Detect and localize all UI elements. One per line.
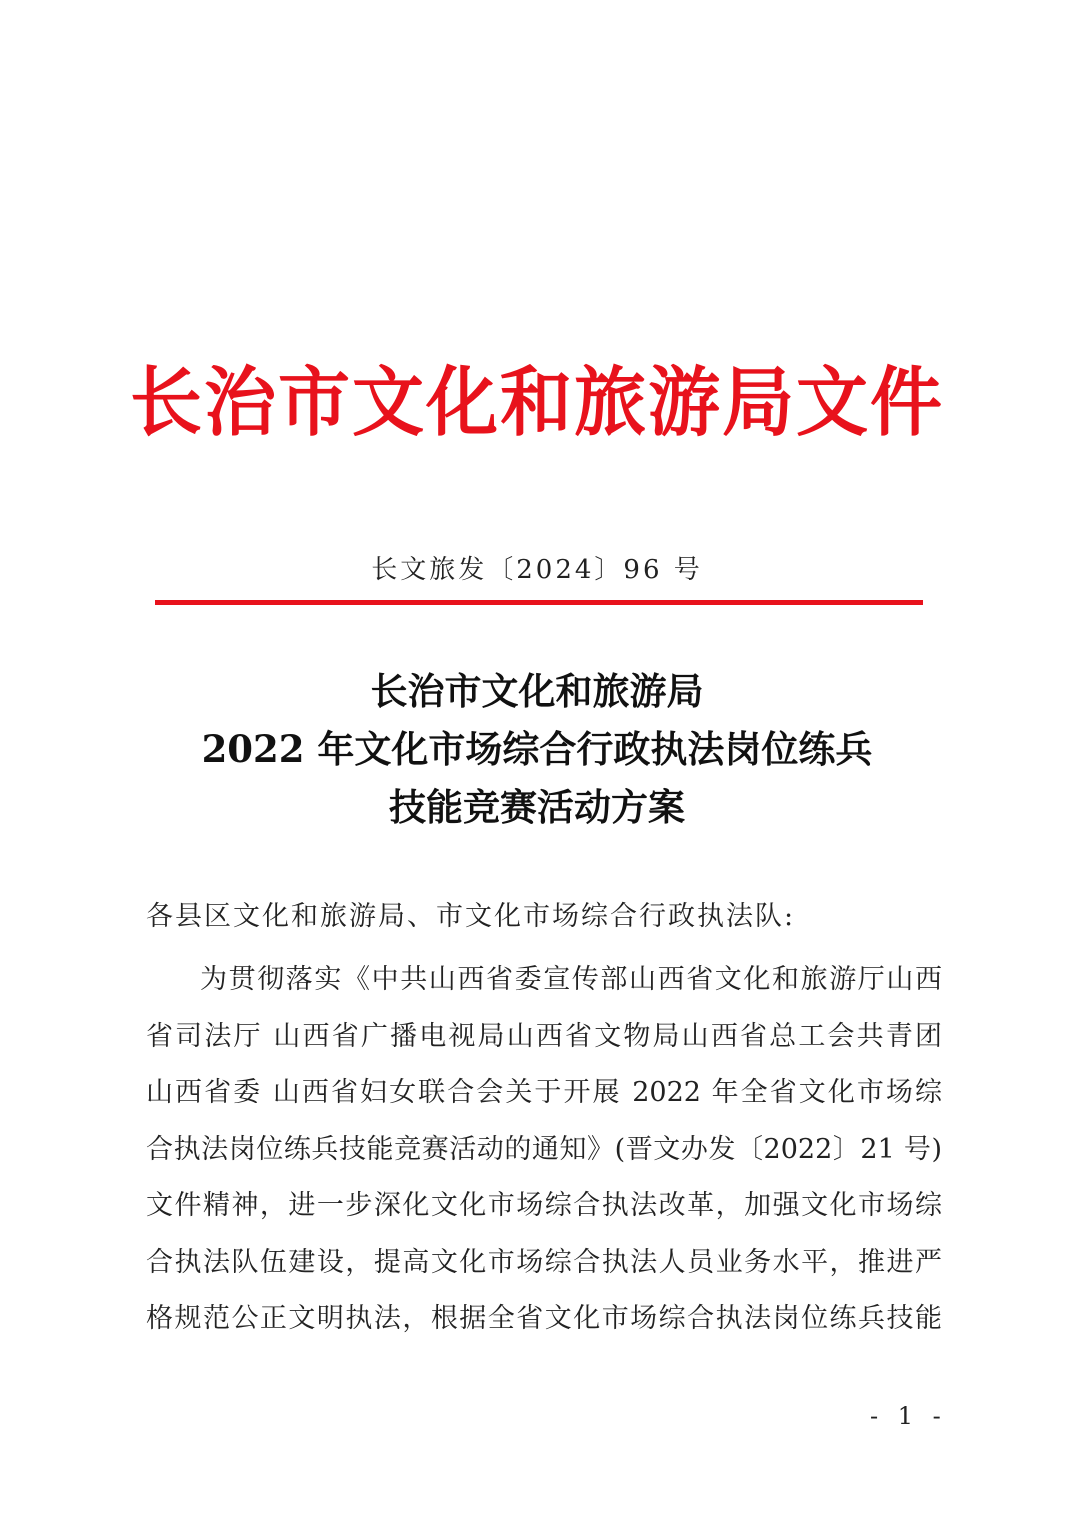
salutation: 各县区文化和旅游局、市文化市场综合行政执法队: [146,901,796,932]
body-line-7: 格规范公正文明执法，根据全省文化市场综合执法岗位练兵技能 [146,1303,942,1334]
body-paragraph [146,952,942,1348]
body-line-1: 为贯彻落实《中共山西省委宣传部山西省文化和旅游厅山西 [200,964,942,995]
title-line-1: 长治市文化和旅游局 [370,669,704,713]
issuer-header-title: 长治市文化和旅游局文件 [129,356,944,447]
title-line-3: 技能竞赛活动方案 [389,785,685,829]
red-divider-rule [155,600,923,605]
body-line-3: 山西省委 山西省妇女联合会关于开展 2022 年全省文化市场综 [146,1077,942,1108]
body-line-5: 文件精神，进一步深化文化市场综合执法改革，加强文化市场综 [146,1190,942,1221]
body-line-4: 合执法岗位练兵技能竞赛活动的通知》(晋文办发〔2022〕21 号) [146,1133,942,1165]
body-line-6: 合执法队伍建设，提高文化市场综合执法人员业务水平，推进严 [146,1246,942,1278]
title-line-2: 2022 年文化市场综合行政执法岗位练兵 [201,727,873,771]
body-line-2: 省司法厅 山西省广播电视局山西省文物局山西省总工会共青团 [146,1020,942,1052]
document-title [0,662,1074,836]
page-number: - 1 - [870,1402,947,1430]
document-number: 长文旅发〔2024〕96 号 [371,555,703,585]
